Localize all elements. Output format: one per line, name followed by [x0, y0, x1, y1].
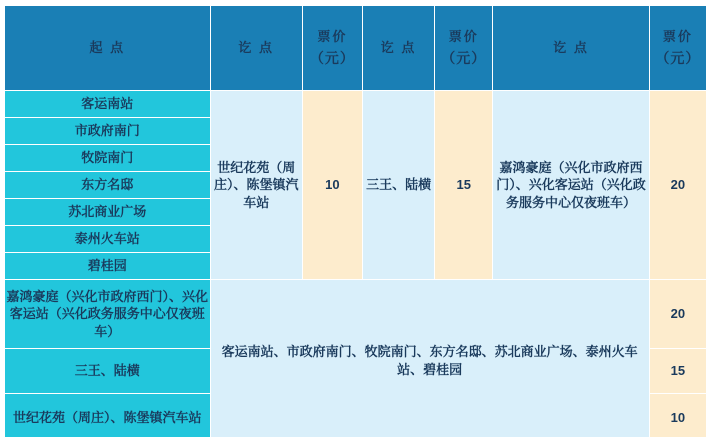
return-origin-1: 嘉鸿豪庭（兴化市政府西门）、兴化客运站（兴化政务服务中心仅夜班车） [5, 280, 211, 349]
return-fare-3: 10 [649, 394, 706, 437]
header-dest-3 [493, 6, 649, 91]
return-dest: 客运南站、市政府南门、牧院南门、东方名邸、苏北商业广场、泰州火车站、碧桂园 [210, 280, 649, 437]
header-dest-1 [210, 6, 302, 91]
upper-dest-1: 世纪花苑（周庄）、陈堡镇汽车站 [210, 91, 302, 280]
origin-stop-5: 苏北商业广场 [5, 199, 211, 226]
header-fare-1-title: 票价 [317, 28, 348, 44]
header-fare-3-unit: （元） [655, 50, 701, 67]
return-origin-3: 世纪花苑（周庄）、陈堡镇汽车站 [5, 394, 211, 437]
return-fare-2: 15 [649, 349, 706, 394]
table-row [5, 91, 707, 118]
header-fare-2-title: 票价 [448, 28, 479, 44]
origin-stop-4: 东方名邸 [5, 172, 211, 199]
table-header-row [5, 6, 707, 91]
header-fare-1-unit: （元） [309, 50, 355, 67]
header-dest-2-title: 讫 点 [380, 40, 417, 56]
origin-stop-7: 碧桂园 [5, 253, 211, 280]
upper-dest-2: 三王、陆横 [362, 91, 434, 280]
header-origin [5, 6, 211, 91]
header-fare-2 [435, 6, 493, 91]
upper-fare-2: 15 [435, 91, 493, 280]
upper-fare-1: 10 [302, 91, 362, 280]
header-fare-2-unit: （元） [441, 50, 487, 67]
origin-stop-1: 客运南站 [5, 91, 211, 118]
origin-stop-3: 牧院南门 [5, 145, 211, 172]
header-fare-3 [649, 6, 706, 91]
upper-dest-3: 嘉鸿豪庭（兴化市政府西门）、兴化客运站（兴化政务服务中心仅夜班车） [493, 91, 649, 280]
origin-stop-2: 市政府南门 [5, 118, 211, 145]
origin-stop-6: 泰州火车站 [5, 226, 211, 253]
header-dest-3-title: 讫 点 [553, 40, 589, 56]
table-row [5, 280, 707, 349]
header-fare-1 [302, 6, 362, 91]
return-fare-1: 20 [649, 280, 706, 349]
fare-table [4, 5, 707, 437]
header-fare-3-title: 票价 [662, 28, 693, 44]
header-dest-1-title: 讫 点 [238, 40, 275, 56]
return-origin-2: 三王、陆横 [5, 349, 211, 394]
header-dest-2 [362, 6, 434, 91]
header-origin-title: 起 点 [89, 40, 126, 56]
upper-fare-3: 20 [649, 91, 706, 280]
